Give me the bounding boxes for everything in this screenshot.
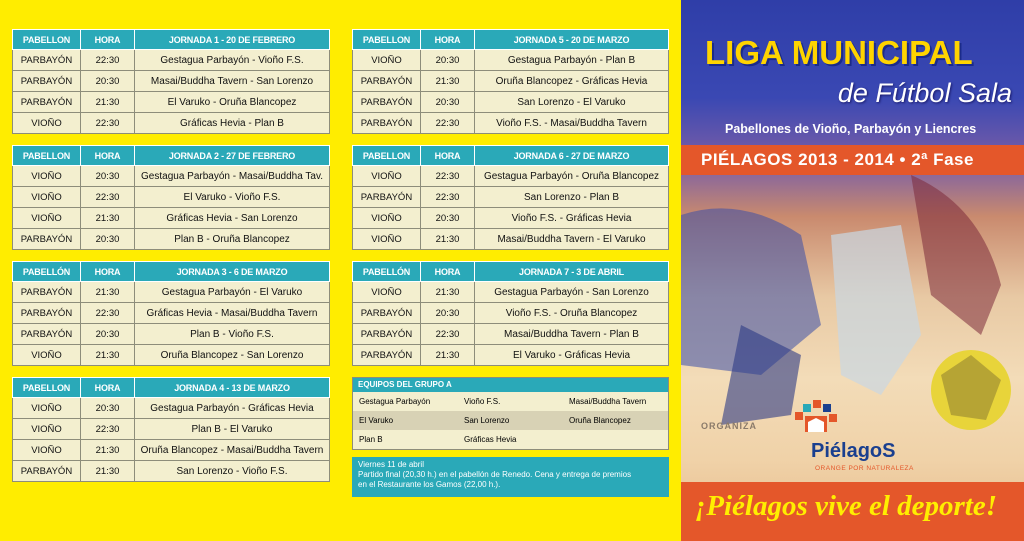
- pielagos-logo-icon: [791, 398, 841, 440]
- jornada-table: [12, 29, 330, 134]
- match-cell: Masai/Buddha Tavern - El Varuko: [475, 229, 669, 250]
- hora-cell: 20:30: [421, 208, 475, 229]
- hora-cell: 22:30: [81, 303, 135, 324]
- table-row: [13, 71, 330, 92]
- pabellon-cell: VIOÑO: [13, 345, 81, 366]
- header-hora: HORA: [81, 146, 135, 166]
- table-row: [13, 419, 330, 440]
- jornada-table: [12, 377, 330, 482]
- hora-cell: 21:30: [81, 345, 135, 366]
- jornada-table: [12, 261, 330, 366]
- league-poster: [681, 0, 1024, 541]
- match-cell: El Varuko - Oruña Blancopez: [135, 92, 330, 113]
- jornada-table: [352, 261, 669, 366]
- jornada-table: [12, 145, 330, 250]
- team-name: Plan B: [359, 435, 383, 444]
- jornada-header-row: [353, 146, 669, 166]
- table-row: [353, 208, 669, 229]
- pabellon-cell: PARBAYÓN: [13, 303, 81, 324]
- jornada-header-row: [13, 262, 330, 282]
- hora-cell: 22:30: [421, 324, 475, 345]
- header-pabellon: PABELLON: [13, 378, 81, 398]
- header-pabellon: PABELLON: [353, 146, 421, 166]
- schedule-left-column: [12, 29, 330, 493]
- team-name: [563, 430, 668, 449]
- header-hora: HORA: [81, 378, 135, 398]
- hora-cell: 21:30: [421, 71, 475, 92]
- hora-cell: 20:30: [81, 324, 135, 345]
- notes-line: en el Restaurante los Gamos (22,00 h.).: [358, 480, 501, 489]
- pabellon-cell: PARBAYÓN: [13, 71, 81, 92]
- pabellon-cell: VIOÑO: [13, 166, 81, 187]
- hora-cell: 22:30: [81, 187, 135, 208]
- pabellon-cell: VIOÑO: [353, 166, 421, 187]
- futsal-players-illustration: [681, 175, 1024, 485]
- pabellon-cell: PARBAYÓN: [13, 92, 81, 113]
- match-cell: Gestagua Parbayón - Masai/Buddha Tav.: [135, 166, 330, 187]
- logo-tagline: ORANGE POR NATURALEZA: [815, 465, 914, 472]
- team-name: El Varuko: [359, 416, 394, 425]
- pabellon-cell: PARBAYÓN: [353, 345, 421, 366]
- hora-cell: 22:30: [81, 50, 135, 71]
- header-jornada-title: JORNADA 2 - 27 DE FEBRERO: [135, 146, 330, 166]
- match-cell: Oruña Blancopez - Masai/Buddha Tavern: [135, 440, 330, 461]
- jornada-header-row: [353, 30, 669, 50]
- poster-season: PIÉLAGOS 2013 - 2014 • 2ª Fase: [701, 150, 974, 169]
- table-row: [13, 345, 330, 366]
- header-hora: HORA: [81, 30, 135, 50]
- pabellon-cell: VIOÑO: [353, 229, 421, 250]
- header-pabellon: PABELLON: [13, 146, 81, 166]
- hora-cell: 21:30: [81, 440, 135, 461]
- hora-cell: 21:30: [421, 282, 475, 303]
- hora-cell: 20:30: [81, 229, 135, 250]
- hora-cell: 20:30: [421, 50, 475, 71]
- hora-cell: 21:30: [81, 461, 135, 482]
- match-cell: Gestagua Parbayón - El Varuko: [135, 282, 330, 303]
- match-cell: Masai/Buddha Tavern - San Lorenzo: [135, 71, 330, 92]
- pabellon-cell: PARBAYÓN: [353, 187, 421, 208]
- hora-cell: 20:30: [421, 303, 475, 324]
- table-row: [13, 92, 330, 113]
- hora-cell: 21:30: [421, 229, 475, 250]
- table-row: [13, 113, 330, 134]
- table-row: [353, 282, 669, 303]
- equipos-table: [352, 377, 669, 450]
- pabellon-cell: PARBAYÓN: [353, 113, 421, 134]
- table-row: [353, 50, 669, 71]
- match-cell: Masai/Buddha Tavern - Plan B: [475, 324, 669, 345]
- pabellon-cell: VIOÑO: [353, 208, 421, 229]
- header-jornada-title: JORNADA 4 - 13 DE MARZO: [135, 378, 330, 398]
- header-pabellon: PABELLON: [353, 30, 421, 50]
- match-cell: El Varuko - Gráficas Hevia: [475, 345, 669, 366]
- hora-cell: 20:30: [81, 166, 135, 187]
- jornada-header-row: [353, 262, 669, 282]
- jornada-header-row: [13, 378, 330, 398]
- poster-subtitle: de Fútbol Sala: [837, 78, 1012, 108]
- jornada-table: [352, 29, 669, 134]
- jornada-header-row: [13, 146, 330, 166]
- hora-cell: 20:30: [81, 398, 135, 419]
- table-row: [13, 303, 330, 324]
- header-pabellon: PABELLÓN: [353, 262, 421, 282]
- jornada-table: [352, 145, 669, 250]
- match-cell: Gestagua Parbayón - Vioño F.S.: [135, 50, 330, 71]
- hora-cell: 21:30: [421, 345, 475, 366]
- table-row: [13, 282, 330, 303]
- match-cell: Oruña Blancopez - Gráficas Hevia: [475, 71, 669, 92]
- team-name: Oruña Blancopez: [569, 416, 631, 425]
- match-cell: Plan B - Vioño F.S.: [135, 324, 330, 345]
- team-name: Vioño F.S.: [464, 397, 501, 406]
- pabellon-cell: PARBAYÓN: [13, 461, 81, 482]
- match-cell: Gestagua Parbayón - San Lorenzo: [475, 282, 669, 303]
- match-cell: Vioño F.S. - Oruña Blancopez: [475, 303, 669, 324]
- match-cell: Gráficas Hevia - Masai/Buddha Tavern: [135, 303, 330, 324]
- match-cell: Gestagua Parbayón - Gráficas Hevia: [135, 398, 330, 419]
- pabellon-cell: PARBAYÓN: [13, 324, 81, 345]
- header-jornada-title: JORNADA 6 - 27 DE MARZO: [475, 146, 669, 166]
- schedule-mid-column: [352, 29, 669, 450]
- pabellon-cell: VIOÑO: [13, 398, 81, 419]
- pabellon-cell: PARBAYÓN: [353, 303, 421, 324]
- poster-slogan: ¡Piélagos vive el deporte!: [695, 490, 997, 522]
- pabellon-cell: PARBAYÓN: [13, 282, 81, 303]
- hora-cell: 22:30: [421, 166, 475, 187]
- header-jornada-title: JORNADA 1 - 20 DE FEBRERO: [135, 30, 330, 50]
- match-cell: Gráficas Hevia - Plan B: [135, 113, 330, 134]
- pabellon-cell: VIOÑO: [13, 440, 81, 461]
- match-cell: San Lorenzo - El Varuko: [475, 92, 669, 113]
- match-cell: Gestagua Parbayón - Oruña Blancopez: [475, 166, 669, 187]
- hora-cell: 22:30: [81, 419, 135, 440]
- table-row: [13, 398, 330, 419]
- table-row: [13, 461, 330, 482]
- match-cell: El Varuko - Vioño F.S.: [135, 187, 330, 208]
- header-pabellon: PABELLON: [13, 30, 81, 50]
- header-jornada-title: JORNADA 7 - 3 DE ABRIL: [475, 262, 669, 282]
- pabellon-cell: PARBAYÓN: [353, 324, 421, 345]
- final-notes: [352, 457, 669, 497]
- match-cell: Vioño F.S. - Gráficas Hevia: [475, 208, 669, 229]
- match-cell: Gráficas Hevia - San Lorenzo: [135, 208, 330, 229]
- table-row: [13, 440, 330, 461]
- team-name: Gestagua Parbayón: [359, 397, 431, 406]
- hora-cell: 21:30: [81, 208, 135, 229]
- hora-cell: 22:30: [81, 113, 135, 134]
- pabellon-cell: VIOÑO: [353, 50, 421, 71]
- pabellon-cell: PARBAYÓN: [353, 92, 421, 113]
- notes-line: Viernes 11 de abril: [358, 460, 424, 469]
- table-row: [353, 324, 669, 345]
- equipos-row: [353, 430, 668, 449]
- organiza-label: ORGANIZA: [701, 421, 757, 431]
- hora-cell: 21:30: [81, 282, 135, 303]
- match-cell: San Lorenzo - Vioño F.S.: [135, 461, 330, 482]
- hora-cell: 20:30: [421, 92, 475, 113]
- notes-line: Partido final (20,30 h.) en el pabellón de Renedo. Cena y entrega de premios: [358, 470, 632, 479]
- match-cell: Plan B - Oruña Blancopez: [135, 229, 330, 250]
- table-row: [13, 166, 330, 187]
- hora-cell: 22:30: [421, 113, 475, 134]
- poster-pabellones: Pabellones de Vioño, Parbayón y Liencres: [725, 122, 977, 136]
- table-row: [353, 166, 669, 187]
- equipos-row: [353, 411, 668, 430]
- hora-cell: 22:30: [421, 187, 475, 208]
- match-cell: Oruña Blancopez - San Lorenzo: [135, 345, 330, 366]
- header-jornada-title: JORNADA 5 - 20 DE MARZO: [475, 30, 669, 50]
- team-name: San Lorenzo: [464, 416, 510, 425]
- pabellon-cell: PARBAYÓN: [13, 50, 81, 71]
- team-name: Masai/Buddha Tavern: [569, 397, 647, 406]
- table-row: [353, 92, 669, 113]
- header-jornada-title: JORNADA 3 - 6 DE MARZO: [135, 262, 330, 282]
- header-hora: HORA: [421, 262, 475, 282]
- pabellon-cell: PARBAYÓN: [353, 71, 421, 92]
- table-row: [13, 229, 330, 250]
- match-cell: Gestagua Parbayón - Plan B: [475, 50, 669, 71]
- logo-name: PiélagoS: [811, 440, 896, 462]
- hora-cell: 20:30: [81, 71, 135, 92]
- match-cell: Plan B - El Varuko: [135, 419, 330, 440]
- pabellon-cell: PARBAYÓN: [13, 229, 81, 250]
- table-row: [13, 187, 330, 208]
- table-row: [13, 208, 330, 229]
- hora-cell: 21:30: [81, 92, 135, 113]
- table-row: [353, 303, 669, 324]
- match-cell: San Lorenzo - Plan B: [475, 187, 669, 208]
- pabellon-cell: VIOÑO: [13, 419, 81, 440]
- table-row: [353, 229, 669, 250]
- pabellon-cell: VIOÑO: [13, 187, 81, 208]
- match-cell: Vioño F.S. - Masai/Buddha Tavern: [475, 113, 669, 134]
- poster-title: LIGA MUNICIPAL: [705, 34, 973, 71]
- equipos-header: EQUIPOS DEL GRUPO A: [353, 378, 668, 392]
- header-pabellon: PABELLÓN: [13, 262, 81, 282]
- pabellon-cell: VIOÑO: [13, 208, 81, 229]
- header-hora: HORA: [421, 146, 475, 166]
- equipos-row: [353, 392, 668, 411]
- table-row: [353, 113, 669, 134]
- table-row: [353, 187, 669, 208]
- header-hora: HORA: [81, 262, 135, 282]
- pabellon-cell: VIOÑO: [353, 282, 421, 303]
- team-name: Gráficas Hevia: [464, 435, 517, 444]
- jornada-header-row: [13, 30, 330, 50]
- header-hora: HORA: [421, 30, 475, 50]
- table-row: [13, 50, 330, 71]
- table-row: [353, 71, 669, 92]
- table-row: [13, 324, 330, 345]
- pabellon-cell: VIOÑO: [13, 113, 81, 134]
- table-row: [353, 345, 669, 366]
